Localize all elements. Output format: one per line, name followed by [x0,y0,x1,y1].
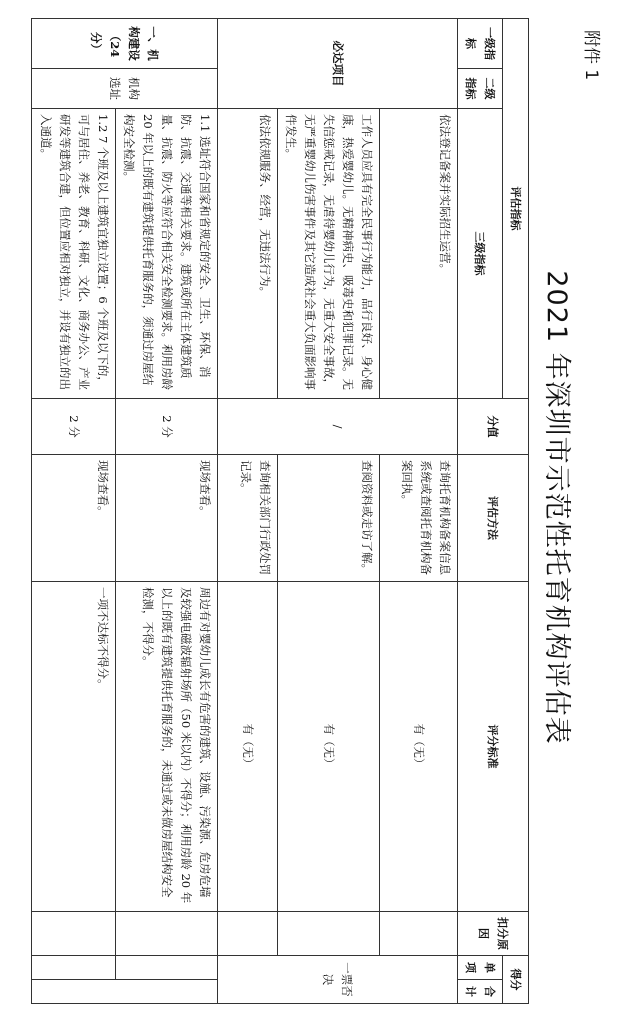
header-level3: 三级指标 [458,109,503,399]
score-value: / [218,399,458,455]
header-total: 合计 [458,980,503,1004]
criterion-text: 1.1 选址符合国家和省规定的安全、卫生、环保、消防、抗震、交通等相关要求。建筑或所在主体建筑质量、抗震、防火等应符合相关安全检测要求。利用房龄 20 年以上的既有建筑提供托育服务的，须通过房屋结构安全检测。 [116,109,218,399]
veto-note: 一票否决 [218,956,458,1004]
table-row [218,19,278,1004]
required-label: 必达项目 [218,19,458,109]
method-text: 查询托育机构备案信息系统或查阅托育机构备案回执。 [380,455,458,582]
standard-text: 有（无） [278,582,380,912]
header-method: 评估方法 [458,455,529,582]
criterion-text: 依法登记备案并实际招生运营。 [380,109,458,399]
table-row [32,19,116,1004]
method-text: 现场查看。 [116,455,218,582]
score-value: 2 分 [116,399,218,455]
standard-text: 周边有对婴幼儿成长有危害的建筑、设施、污染源、危房危墙及较强电磁波辐射场所（50 米以内）不得分；利用房龄 20 年以上的既有建筑提供托育服务的，未通过或未做房屋结构安全检测，不得分。 [116,582,218,912]
header-row-1 [503,19,529,1004]
table-row [116,19,218,1004]
header-item-score: 单项 [458,956,503,980]
table-row [278,19,380,1004]
standard-text: 一项不达标不得分。 [32,582,116,912]
document-title: 2021 年深圳市示范性托育机构评估表 [541,270,572,745]
header-score: 分值 [458,399,529,455]
standard-text: 有（无） [380,582,458,912]
standard-text: 有（无） [218,582,278,912]
header-level2: 二级指标 [458,69,503,109]
header-standard: 评分标准 [458,582,529,912]
header-earned: 得分 [503,956,529,1004]
method-text: 查阅资料或走访了解。 [278,455,380,582]
table-row [380,19,458,1004]
level1-label: 一、机构建设（24 分） [32,19,218,69]
evaluation-table [31,18,529,1004]
header-deduct: 扣分原因 [458,912,529,956]
method-text: 查询相关部门行政处罚记录。 [218,455,278,582]
header-level1: 一级指标 [458,19,503,69]
method-text: 现场查看。 [32,455,116,582]
criterion-text: 工作人员应具有完全民事行为能力，品行良好、身心健康，热爱婴幼儿。无精神病史、吸毒史和犯罪记录。无失信惩戒记录，无虐待婴幼儿行为，无重大安全事故，无严重婴幼儿伤害事件及其它造成社会重大负面影响事件发生。 [278,109,380,399]
level2-label: 机构选址 [32,69,218,109]
annex-label: 附件 1 [581,30,601,81]
header-eval-index: 评估指标 [503,19,529,399]
criterion-text: 依法依规服务、经营，无违法行为。 [218,109,278,399]
score-value: 2 分 [32,399,116,455]
criterion-text: 1.2 7 个班及以上建筑宜独立设置；6 个班及以下的，可与居住、养老、教育、科研、文化、商务办公、产业研发等建筑合建，但位置应相对独立，并设有独立的出入通道。 [32,109,116,399]
